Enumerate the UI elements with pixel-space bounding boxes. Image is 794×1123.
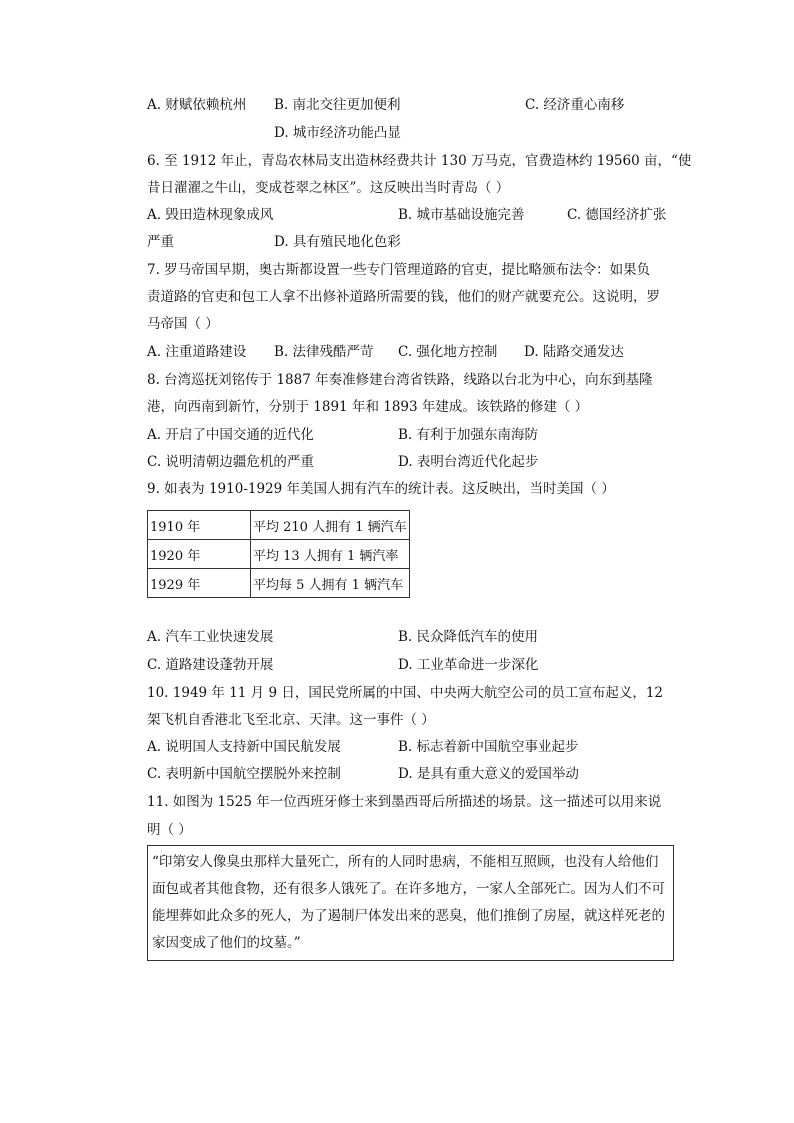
table-row	[148, 569, 410, 598]
q10-option-b[interactable]: B. 标志着新中国航空事业起步	[398, 739, 579, 755]
q8-stem-line-1: 8. 台湾巡抚刘铭传于 1887 年奏准修建台湾省铁路，线路以台北为中心，向东到基隆	[147, 372, 653, 388]
table-cell-value: 平均 210 人拥有 1 辆汽车	[251, 511, 410, 540]
quote-line-4: 家因变成了他们的坟墓。”	[152, 935, 301, 951]
q5-option-c[interactable]: C. 经济重心南移	[525, 97, 625, 113]
car-ownership-table	[147, 510, 410, 598]
q8-option-d[interactable]: D. 表明台湾近代化起步	[398, 454, 539, 470]
q6-stem-line-2: 昔日濯濯之牛山，变成苍翠之林区”。这反映出当时青岛（ ）	[147, 180, 510, 196]
q10-option-c[interactable]: C. 表明新中国航空摆脱外来控制	[147, 766, 341, 782]
q7-stem-line-1: 7. 罗马帝国早期，奥古斯都设置一些专门管理道路的官吏，提比略颁布法令：如果负	[147, 262, 651, 278]
q10-stem-line-1: 10. 1949 年 11 月 9 日，国民党所属的中国、中央两大航空公司的员工宣布起义，12	[147, 685, 664, 701]
q10-option-a[interactable]: A. 说明国人支持新中国民航发展	[147, 739, 341, 755]
q11-stem-line-1: 11. 如图为 1525 年一位西班牙修士来到墨西哥后所描述的场景。这一描述可以用来说	[147, 794, 662, 810]
q7-option-b[interactable]: B. 法律残酷严苛	[274, 344, 374, 360]
q6-stem-line-1: 6. 至 1912 年止，青岛农林局支出造林经费共计 130 万马克，官费造林约 19560 亩，“使	[147, 153, 692, 169]
quote-line-3: 能埋葬如此众多的死人，为了遏制尸体发出来的恶臭，他们推倒了房屋，就这样死老的	[152, 908, 665, 924]
table-row	[148, 540, 410, 569]
q11-stem-line-2: 明（ ）	[147, 822, 192, 838]
q8-option-b[interactable]: B. 有利于加强东南海防	[398, 427, 539, 443]
q6-option-c-continued: 严重	[147, 234, 174, 250]
quote-line-2: 面包或者其他食物，还有很多人饿死了。在许多地方，一家人全部死亡。因为人们不可	[152, 881, 665, 897]
quote-line-1: “印第安人像臭虫那样大量死亡，所有的人同时患病，不能相互照顾，也没有人给他们	[152, 854, 659, 870]
q10-option-d[interactable]: D. 是具有重大意义的爱国举动	[398, 766, 579, 782]
table-cell-value: 平均 13 人拥有 1 辆汽率	[251, 540, 410, 569]
q6-option-b[interactable]: B. 城市基础设施完善	[398, 207, 525, 223]
table-cell-value: 平均每 5 人拥有 1 辆汽车	[251, 569, 410, 598]
q5-option-b[interactable]: B. 南北交往更加便利	[274, 97, 401, 113]
table-row	[148, 511, 410, 540]
table-cell-year: 1920 年	[148, 540, 251, 569]
q8-stem-line-2: 港，向西南到新竹，分别于 1891 年和 1893 年建成。该铁路的修建（ ）	[147, 399, 589, 415]
q6-option-d[interactable]: D. 具有殖民地化色彩	[274, 234, 401, 250]
quote-box	[147, 845, 674, 961]
q6-option-a[interactable]: A. 毁田造林现象成风	[147, 207, 274, 223]
q8-option-c[interactable]: C. 说明清朝边疆危机的严重	[147, 454, 314, 470]
q9-option-c[interactable]: C. 道路建设蓬勃开展	[147, 657, 274, 673]
q7-stem-line-2: 责道路的官吏和包工人拿不出修补道路所需要的钱，他们的财产就要充公。这说明，罗	[147, 289, 660, 305]
q9-option-b[interactable]: B. 民众降低汽车的使用	[398, 629, 539, 645]
table-cell-year: 1929 年	[148, 569, 251, 598]
q9-option-d[interactable]: D. 工业革命进一步深化	[398, 657, 539, 673]
q5-option-a[interactable]: A. 财赋依赖杭州	[147, 97, 247, 113]
q7-option-d[interactable]: D. 陆路交通发达	[524, 344, 624, 360]
q9-option-a[interactable]: A. 汽车工业快速发展	[147, 629, 274, 645]
q8-option-a[interactable]: A. 开启了中国交通的近代化	[147, 427, 314, 443]
q10-stem-line-2: 架飞机自香港北飞至北京、天津。这一事件（ ）	[147, 712, 435, 728]
table-cell-year: 1910 年	[148, 511, 251, 540]
q7-option-a[interactable]: A. 注重道路建设	[147, 344, 247, 360]
q7-stem-line-3: 马帝国（ ）	[147, 316, 219, 332]
q7-option-c[interactable]: C. 强化地方控制	[398, 344, 498, 360]
q5-option-d[interactable]: D. 城市经济功能凸显	[274, 125, 401, 141]
q6-option-c[interactable]: C. 德国经济扩张	[567, 207, 667, 223]
q9-stem-line-1: 9. 如表为 1910-1929 年美国人拥有汽车的统计表。这反映出，当时美国（ ）	[147, 481, 615, 497]
